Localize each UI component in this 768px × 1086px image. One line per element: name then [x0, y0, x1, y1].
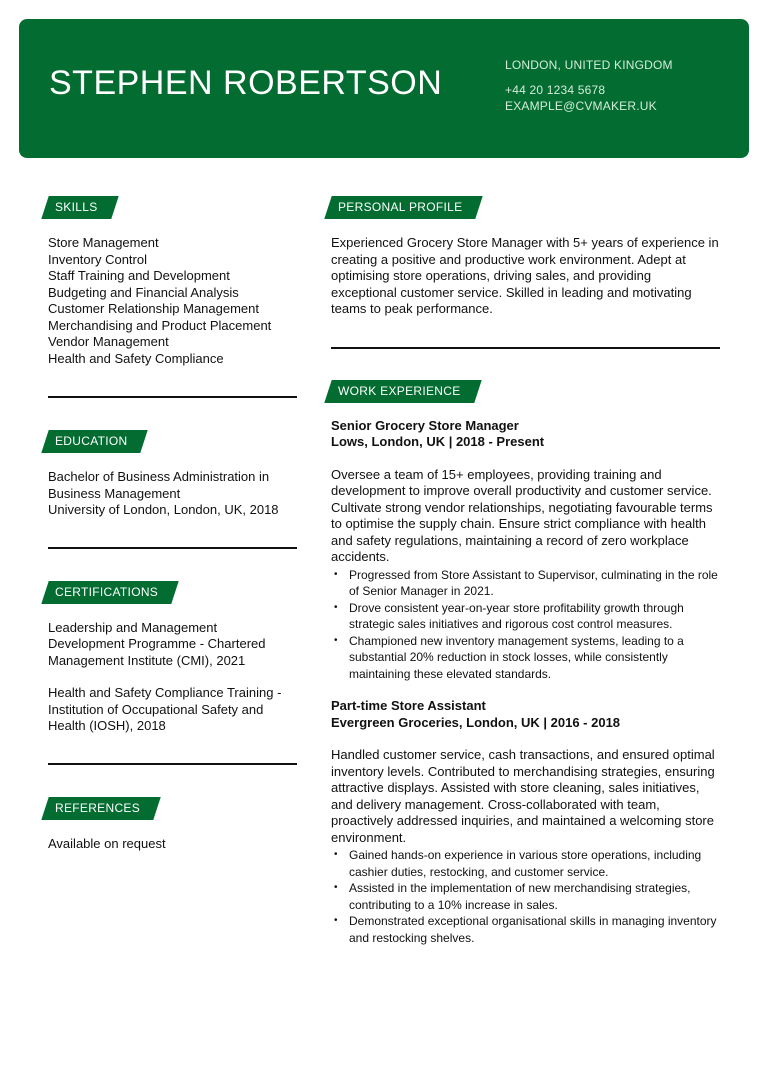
profile-heading: PERSONAL PROFILE [328, 196, 479, 219]
skills-list [48, 235, 297, 367]
achievement-item: • Championed new inventory management systems, leading to a substantial 20% reduction in stock losses, while consistently maintaining these elevated standards. [331, 633, 720, 683]
skill-item: Budgeting and Financial Analysis [48, 284, 239, 300]
contact-info [505, 57, 673, 114]
job-achievements [331, 847, 720, 946]
profile-text: Experienced Grocery Store Manager with 5+ years of experience in creating a positive and productive work environment. Adept at optimising store operations, driving sales, and providing exceptional customer service. Skilled in leading and motivating teams to peak performance. [331, 235, 719, 316]
section-divider [48, 396, 297, 398]
job-description: Handled customer service, cash transactions, and ensured optimal inventory levels. Contributed to merchandising strategies, ensuring attractive displays. Assisted with store cleaning, sales initiatives, and delivery management. Cross-collaborated with team, proactively addressed inquiries, and maintained a welcoming store environment. [331, 747, 715, 845]
section-divider [48, 763, 297, 765]
skill-item: Inventory Control [48, 251, 147, 267]
achievement-item: • Drove consistent year-on-year store profitability growth through strategic sales initiatives and rigorous cost control measures. [331, 600, 720, 633]
certification-item: Health and Safety Compliance Training - Institution of Occupational Safety and Health (IOSH), 2018 [48, 685, 282, 733]
skill-item: Merchandising and Product Placement [48, 317, 272, 333]
right-column [331, 196, 720, 946]
job-entry [331, 698, 720, 946]
certifications-section [48, 581, 297, 735]
job-entry [331, 418, 720, 683]
references-section [48, 797, 297, 853]
education-degree: Bachelor of Business Administration in Business Management [48, 469, 270, 501]
email: EXAMPLE@CVMAKER.UK [505, 99, 657, 113]
skill-item: Customer Relationship Management [48, 301, 259, 316]
job-title: Senior Grocery Store Manager [331, 417, 519, 433]
job-meta: Evergreen Groceries, London, UK | 2016 - 2018 [331, 714, 621, 730]
skills-heading: SKILLS [45, 196, 115, 219]
candidate-name: STEPHEN ROBERTSON [49, 64, 443, 102]
references-text: Available on request [48, 835, 166, 851]
experience-heading: WORK EXPERIENCE [328, 380, 478, 403]
phone: +44 20 1234 5678 [505, 83, 606, 97]
job-meta: Lows, London, UK | 2018 - Present [331, 434, 545, 449]
section-divider [48, 547, 297, 549]
job-achievements [331, 567, 720, 683]
skills-section [48, 196, 297, 367]
certifications-heading: CERTIFICATIONS [45, 581, 175, 604]
certification-item: Leadership and Management Development Programme - Chartered Management Institute (CMI), 2021 [48, 619, 266, 668]
job-title: Part-time Store Assistant [331, 698, 486, 713]
achievement-item: • Demonstrated exceptional organisational skills in managing inventory and restocking shelves. [331, 913, 720, 946]
skill-item: Store Management [48, 235, 159, 250]
education-school: University of London, London, UK, 2018 [48, 502, 279, 517]
header-banner [19, 19, 749, 158]
achievement-item: • Gained hands-on experience in various store operations, including cashier duties, restocking, and customer service. [331, 847, 720, 880]
education-heading: EDUCATION [45, 430, 144, 453]
profile-section [331, 196, 720, 318]
achievement-item: • Progressed from Store Assistant to Supervisor, culminating in the role of Senior Manager in 2021. [331, 567, 720, 600]
achievement-item: • Assisted in the implementation of new merchandising strategies, contributing to a 10% increase in sales. [331, 880, 720, 913]
skill-item: Health and Safety Compliance [48, 350, 224, 366]
experience-section [331, 380, 720, 947]
section-divider [331, 347, 720, 349]
education-section [48, 430, 297, 519]
location: LONDON, UNITED KINGDOM [505, 58, 673, 72]
job-description: Oversee a team of 15+ employees, providing training and development to improve overall productivity and customer service. Cultivate strong vendor relationships, negotiating favourable terms to optimise the supply chain. Ensure strict compliance with health and safety regulations, maintaining a record of zero workplace accidents. [331, 466, 713, 564]
skill-item: Vendor Management [48, 334, 169, 349]
left-column [48, 196, 297, 852]
skill-item: Staff Training and Development [48, 268, 230, 283]
references-heading: REFERENCES [45, 797, 157, 820]
